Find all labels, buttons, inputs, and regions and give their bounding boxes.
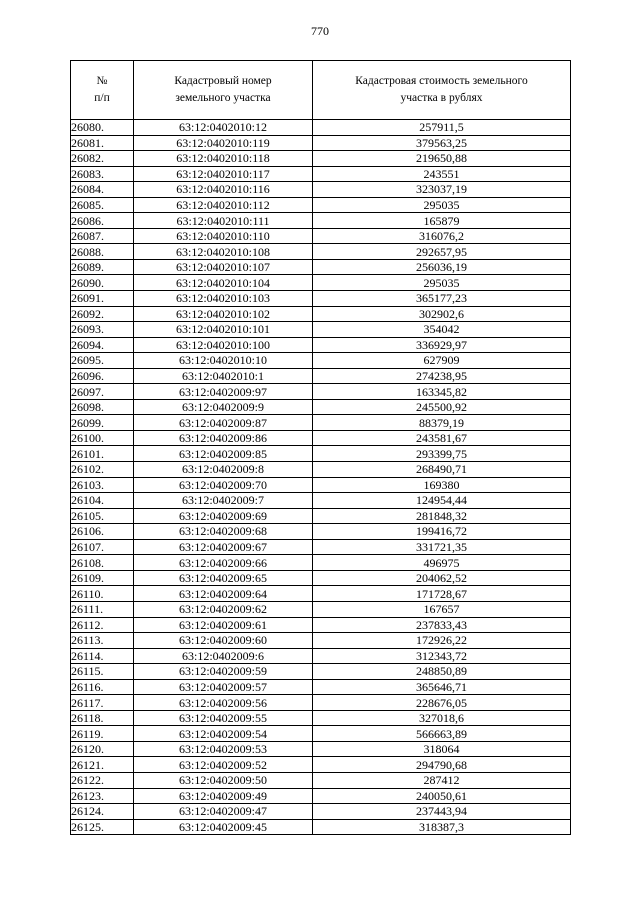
cadastral-number: 63:12:0402009:69 bbox=[134, 508, 313, 524]
cadastral-number: 63:12:0402010:118 bbox=[134, 151, 313, 167]
table-row bbox=[71, 524, 571, 540]
row-number: 26084. bbox=[71, 182, 134, 198]
cadastral-number: 63:12:0402009:86 bbox=[134, 430, 313, 446]
row-number: 26106. bbox=[71, 524, 134, 540]
table-row bbox=[71, 586, 571, 602]
cadastral-value: 169380 bbox=[313, 477, 571, 493]
cadastral-number: 63:12:0402010:116 bbox=[134, 182, 313, 198]
cadastral-number: 63:12:0402010:117 bbox=[134, 166, 313, 182]
row-number: 26086. bbox=[71, 213, 134, 229]
cadastral-number: 63:12:0402009:85 bbox=[134, 446, 313, 462]
row-number: 26111. bbox=[71, 601, 134, 617]
table-row bbox=[71, 182, 571, 198]
cadastral-number: 63:12:0402009:68 bbox=[134, 524, 313, 540]
row-number: 26101. bbox=[71, 446, 134, 462]
cadastral-number: 63:12:0402009:56 bbox=[134, 695, 313, 711]
cadastral-value: 331721,35 bbox=[313, 539, 571, 555]
cadastral-number: 63:12:0402009:6 bbox=[134, 648, 313, 664]
table-row bbox=[71, 508, 571, 524]
row-number: 26108. bbox=[71, 555, 134, 571]
cadastral-number: 63:12:0402009:50 bbox=[134, 772, 313, 788]
row-number: 26114. bbox=[71, 648, 134, 664]
row-number: 26080. bbox=[71, 120, 134, 136]
cadastral-number: 63:12:0402010:108 bbox=[134, 244, 313, 260]
row-number: 26095. bbox=[71, 353, 134, 369]
header-row bbox=[71, 61, 571, 120]
table-row bbox=[71, 244, 571, 260]
cadastral-number: 63:12:0402009:67 bbox=[134, 539, 313, 555]
table-row bbox=[71, 617, 571, 633]
header-number-line1: № bbox=[96, 75, 108, 87]
cadastral-value: 199416,72 bbox=[313, 524, 571, 540]
cadastral-value: 318387,3 bbox=[313, 819, 571, 835]
header-cadastral-line2: земельного участка bbox=[175, 92, 271, 104]
table-row bbox=[71, 555, 571, 571]
table-row bbox=[71, 772, 571, 788]
table-header bbox=[71, 61, 571, 120]
cadastral-number: 63:12:0402010:103 bbox=[134, 291, 313, 307]
cadastral-number: 63:12:0402010:112 bbox=[134, 197, 313, 213]
cadastral-number: 63:12:0402010:107 bbox=[134, 259, 313, 275]
cadastral-number: 63:12:0402009:55 bbox=[134, 710, 313, 726]
cadastral-value: 245500,92 bbox=[313, 399, 571, 415]
row-number: 26091. bbox=[71, 291, 134, 307]
table-row bbox=[71, 275, 571, 291]
table-row bbox=[71, 804, 571, 820]
cadastral-value-table bbox=[70, 60, 571, 835]
table-row bbox=[71, 757, 571, 773]
cadastral-value: 379563,25 bbox=[313, 135, 571, 151]
row-number: 26119. bbox=[71, 726, 134, 742]
cadastral-number: 63:12:0402009:66 bbox=[134, 555, 313, 571]
cadastral-number: 63:12:0402009:7 bbox=[134, 493, 313, 509]
header-number bbox=[71, 61, 134, 120]
cadastral-value: 312343,72 bbox=[313, 648, 571, 664]
cadastral-value: 257911,5 bbox=[313, 120, 571, 136]
row-number: 26096. bbox=[71, 368, 134, 384]
cadastral-value: 323037,19 bbox=[313, 182, 571, 198]
header-cadastral-line1: Кадастровый номер bbox=[174, 75, 272, 87]
cadastral-value: 316076,2 bbox=[313, 228, 571, 244]
table-row bbox=[71, 539, 571, 555]
table-row bbox=[71, 648, 571, 664]
row-number: 26113. bbox=[71, 633, 134, 649]
table-row bbox=[71, 337, 571, 353]
page-number: 770 bbox=[311, 24, 329, 38]
cadastral-value: 295035 bbox=[313, 275, 571, 291]
cadastral-value: 627909 bbox=[313, 353, 571, 369]
cadastral-value: 268490,71 bbox=[313, 462, 571, 478]
table-row bbox=[71, 477, 571, 493]
cadastral-value: 365646,71 bbox=[313, 679, 571, 695]
header-number-line2: п/п bbox=[94, 92, 110, 104]
row-number: 26110. bbox=[71, 586, 134, 602]
cadastral-number: 63:12:0402009:97 bbox=[134, 384, 313, 400]
table-row bbox=[71, 399, 571, 415]
row-number: 26125. bbox=[71, 819, 134, 835]
cadastral-value: 292657,95 bbox=[313, 244, 571, 260]
table-row bbox=[71, 368, 571, 384]
header-value-line2: участка в рублях bbox=[400, 92, 483, 104]
row-number: 26116. bbox=[71, 679, 134, 695]
cadastral-number: 63:12:0402009:65 bbox=[134, 570, 313, 586]
header-value-line1: Кадастровая стоимость земельного bbox=[355, 75, 528, 87]
table-row bbox=[71, 415, 571, 431]
table-row bbox=[71, 306, 571, 322]
cadastral-value: 172926,22 bbox=[313, 633, 571, 649]
cadastral-number: 63:12:0402009:53 bbox=[134, 741, 313, 757]
table-row bbox=[71, 353, 571, 369]
cadastral-value: 274238,95 bbox=[313, 368, 571, 384]
cadastral-number: 63:12:0402010:12 bbox=[134, 120, 313, 136]
cadastral-number: 63:12:0402010:104 bbox=[134, 275, 313, 291]
cadastral-number: 63:12:0402009:87 bbox=[134, 415, 313, 431]
row-number: 26089. bbox=[71, 259, 134, 275]
table-body bbox=[71, 120, 571, 835]
row-number: 26117. bbox=[71, 695, 134, 711]
cadastral-number: 63:12:0402010:111 bbox=[134, 213, 313, 229]
cadastral-value: 287412 bbox=[313, 772, 571, 788]
row-number: 26120. bbox=[71, 741, 134, 757]
cadastral-number: 63:12:0402010:102 bbox=[134, 306, 313, 322]
row-number: 26118. bbox=[71, 710, 134, 726]
table-row bbox=[71, 570, 571, 586]
cadastral-value: 237833,43 bbox=[313, 617, 571, 633]
table-row bbox=[71, 664, 571, 680]
table-row bbox=[71, 710, 571, 726]
cadastral-value: 228676,05 bbox=[313, 695, 571, 711]
table-row bbox=[71, 446, 571, 462]
cadastral-number: 63:12:0402009:8 bbox=[134, 462, 313, 478]
table-row bbox=[71, 322, 571, 338]
row-number: 26124. bbox=[71, 804, 134, 820]
cadastral-value: 237443,94 bbox=[313, 804, 571, 820]
cadastral-number: 63:12:0402010:100 bbox=[134, 337, 313, 353]
row-number: 26104. bbox=[71, 493, 134, 509]
row-number: 26123. bbox=[71, 788, 134, 804]
cadastral-number: 63:12:0402009:52 bbox=[134, 757, 313, 773]
row-number: 26100. bbox=[71, 430, 134, 446]
cadastral-number: 63:12:0402010:119 bbox=[134, 135, 313, 151]
table-row bbox=[71, 259, 571, 275]
table-row bbox=[71, 726, 571, 742]
cadastral-number: 63:12:0402010:10 bbox=[134, 353, 313, 369]
cadastral-value: 336929,97 bbox=[313, 337, 571, 353]
cadastral-number: 63:12:0402009:60 bbox=[134, 633, 313, 649]
cadastral-value: 327018,6 bbox=[313, 710, 571, 726]
cadastral-value: 496975 bbox=[313, 555, 571, 571]
row-number: 26103. bbox=[71, 477, 134, 493]
cadastral-value: 354042 bbox=[313, 322, 571, 338]
cadastral-number: 63:12:0402010:1 bbox=[134, 368, 313, 384]
cadastral-value: 248850,89 bbox=[313, 664, 571, 680]
table-row bbox=[71, 493, 571, 509]
cadastral-number: 63:12:0402010:101 bbox=[134, 322, 313, 338]
table-row bbox=[71, 679, 571, 695]
table-row bbox=[71, 384, 571, 400]
cadastral-number: 63:12:0402009:49 bbox=[134, 788, 313, 804]
row-number: 26098. bbox=[71, 399, 134, 415]
row-number: 26083. bbox=[71, 166, 134, 182]
table-row bbox=[71, 695, 571, 711]
cadastral-value: 256036,19 bbox=[313, 259, 571, 275]
cadastral-value: 171728,67 bbox=[313, 586, 571, 602]
cadastral-value: 219650,88 bbox=[313, 151, 571, 167]
cadastral-number: 63:12:0402009:59 bbox=[134, 664, 313, 680]
table-row bbox=[71, 120, 571, 136]
row-number: 26105. bbox=[71, 508, 134, 524]
table-row bbox=[71, 633, 571, 649]
cadastral-value: 318064 bbox=[313, 741, 571, 757]
cadastral-value: 243581,67 bbox=[313, 430, 571, 446]
cadastral-number: 63:12:0402009:70 bbox=[134, 477, 313, 493]
row-number: 26085. bbox=[71, 197, 134, 213]
row-number: 26087. bbox=[71, 228, 134, 244]
cadastral-value: 295035 bbox=[313, 197, 571, 213]
table-row bbox=[71, 291, 571, 307]
row-number: 26121. bbox=[71, 757, 134, 773]
cadastral-number: 63:12:0402009:61 bbox=[134, 617, 313, 633]
cadastral-number: 63:12:0402009:64 bbox=[134, 586, 313, 602]
row-number: 26122. bbox=[71, 772, 134, 788]
cadastral-number: 63:12:0402010:110 bbox=[134, 228, 313, 244]
header-cadastral-number bbox=[134, 61, 313, 120]
cadastral-value: 365177,23 bbox=[313, 291, 571, 307]
cadastral-value: 240050,61 bbox=[313, 788, 571, 804]
row-number: 26112. bbox=[71, 617, 134, 633]
table-row bbox=[71, 462, 571, 478]
table-row bbox=[71, 151, 571, 167]
table-row bbox=[71, 788, 571, 804]
row-number: 26107. bbox=[71, 539, 134, 555]
cadastral-number: 63:12:0402009:9 bbox=[134, 399, 313, 415]
row-number: 26082. bbox=[71, 151, 134, 167]
table-row bbox=[71, 741, 571, 757]
cadastral-value: 281848,32 bbox=[313, 508, 571, 524]
cadastral-value: 124954,44 bbox=[313, 493, 571, 509]
row-number: 26081. bbox=[71, 135, 134, 151]
cadastral-number: 63:12:0402009:45 bbox=[134, 819, 313, 835]
cadastral-value: 167657 bbox=[313, 601, 571, 617]
cadastral-value: 163345,82 bbox=[313, 384, 571, 400]
table-row bbox=[71, 135, 571, 151]
row-number: 26094. bbox=[71, 337, 134, 353]
table-row bbox=[71, 213, 571, 229]
row-number: 26097. bbox=[71, 384, 134, 400]
row-number: 26109. bbox=[71, 570, 134, 586]
table-row bbox=[71, 601, 571, 617]
table-row bbox=[71, 819, 571, 835]
cadastral-value: 302902,6 bbox=[313, 306, 571, 322]
cadastral-number: 63:12:0402009:62 bbox=[134, 601, 313, 617]
cadastral-value: 293399,75 bbox=[313, 446, 571, 462]
cadastral-value: 88379,19 bbox=[313, 415, 571, 431]
header-cadastral-value bbox=[313, 61, 571, 120]
row-number: 26102. bbox=[71, 462, 134, 478]
table-row bbox=[71, 197, 571, 213]
cadastral-value: 165879 bbox=[313, 213, 571, 229]
row-number: 26092. bbox=[71, 306, 134, 322]
cadastral-number: 63:12:0402009:54 bbox=[134, 726, 313, 742]
row-number: 26115. bbox=[71, 664, 134, 680]
table-row bbox=[71, 166, 571, 182]
table-row bbox=[71, 228, 571, 244]
row-number: 26099. bbox=[71, 415, 134, 431]
cadastral-value: 204062,52 bbox=[313, 570, 571, 586]
row-number: 26090. bbox=[71, 275, 134, 291]
cadastral-value: 243551 bbox=[313, 166, 571, 182]
cadastral-value: 566663,89 bbox=[313, 726, 571, 742]
cadastral-number: 63:12:0402009:47 bbox=[134, 804, 313, 820]
cadastral-number: 63:12:0402009:57 bbox=[134, 679, 313, 695]
row-number: 26093. bbox=[71, 322, 134, 338]
table-row bbox=[71, 430, 571, 446]
cadastral-value: 294790,68 bbox=[313, 757, 571, 773]
row-number: 26088. bbox=[71, 244, 134, 260]
